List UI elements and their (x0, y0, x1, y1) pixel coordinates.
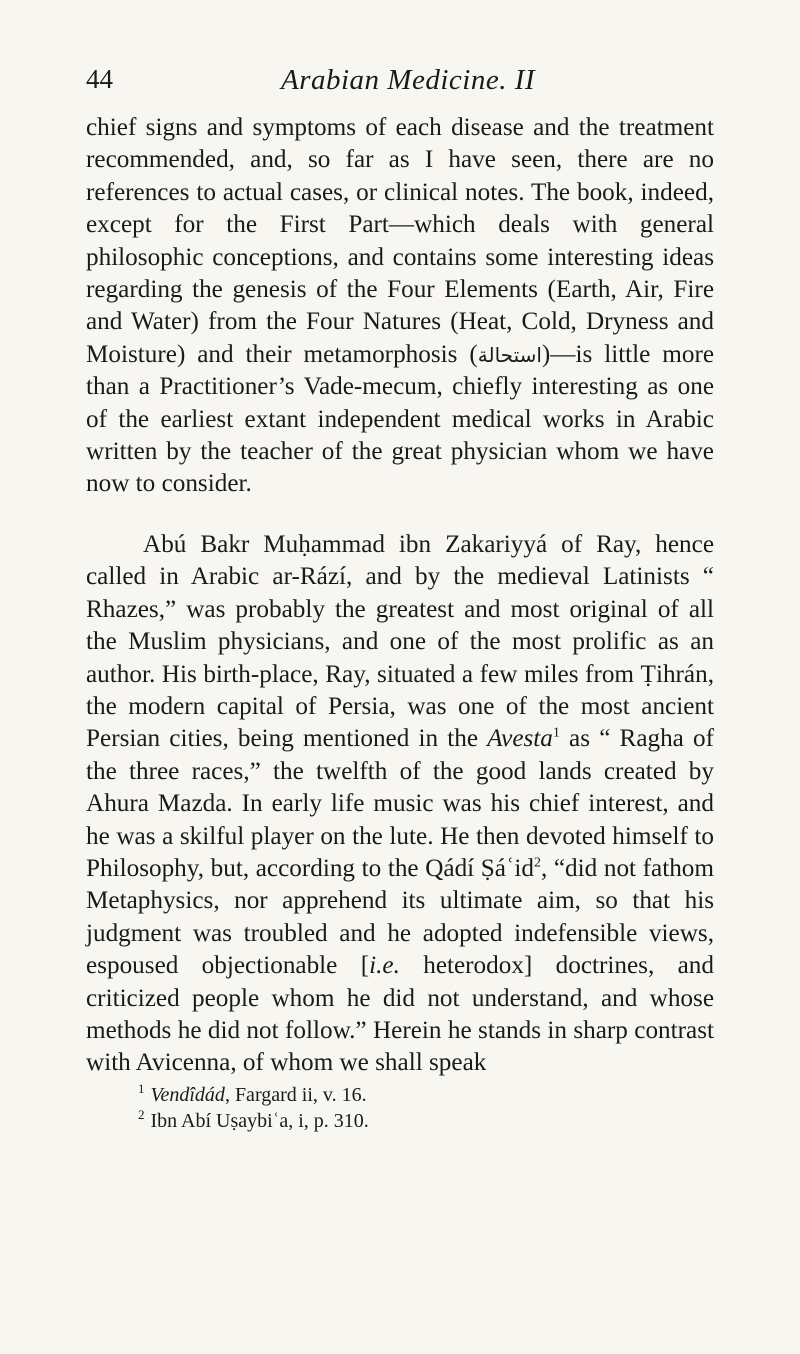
paragraph-2-text-c: , “did not fathom Metaphysics, nor apprehend its ultimate aim, so that his judgment was troubled and he adopted indefensible views, espoused objectionable [ (86, 854, 714, 980)
footnote-2-number: 2 (138, 1107, 145, 1123)
ie-abbrev: i.e. (369, 952, 400, 980)
footnote-2 (138, 1108, 698, 1134)
paragraph-1-text-b: )—is little more than a Practitioner’s Vade-mecum, chiefly interesting as one of the earliest extant independent medical works in Arabic written by the teacher of the great physician whom we have now to consider. (86, 340, 715, 498)
paragraph-2-text-b: as “ Ragha of the three races,” the twelfth of the good lands created by Ahura Mazda. In early life music was his chief interest, and he was a skilful player on the lute. He then devoted himself to Philosophy, but, according to the Qádí Ṣáʿid (86, 725, 714, 882)
arabic-word: استحالة (477, 342, 542, 367)
footnote-marker-2: 2 (533, 855, 541, 871)
paragraph-2 (86, 529, 714, 1080)
paragraph-1-text-a: chief signs and symptoms of each disease and the treatment recommended, and, so far as I have seen, there are no references to actual cases, or clinical notes. The book, indeed, except for the First Part—which deals with general philosophic conceptions, and contains some interesting ideas regarding the genesis of the Four Elements (Earth, Air, Fire and Water) from the Four Natures (Heat, Cold, Dryness and Moisture) and their metamorphosis ( (86, 114, 714, 368)
footnotes (138, 1082, 698, 1134)
footnote-2-text: Ibn Abí Uṣaybiʿa, i, p. 310. (150, 1110, 369, 1132)
page-number: 44 (86, 64, 113, 94)
paragraph-2-text-d: heterodox] doctrines, and criticized people whom he did not understand, and whose methods he did not follow.” Herein he stands in sharp contrast with Avicenna, of whom we shall speak (86, 952, 714, 1077)
body-text (86, 112, 714, 1080)
footnote-1-title: Vendîdád (150, 1084, 225, 1106)
footnote-1-number: 1 (138, 1081, 145, 1097)
paragraph-2-text-a: Abú Bakr Muḥammad ibn Zakariyyá of Ray, hence called in Arabic ar-Rází, and by the medieval Latinists “ Rhazes,” was probably the greatest and most original of all the Muslim physicians, and one of the most prolific as an author. His birth-place, Ray, situated a few miles from Ṭihrán, the modern capital of Persia, was one of the most ancient Persian cities, being mentioned in the (86, 530, 714, 753)
footnote-1-text: , Fargard ii, v. 16. (224, 1084, 367, 1106)
page-header (86, 64, 714, 104)
footnote-1 (138, 1082, 698, 1108)
avesta-title: Avesta (487, 725, 553, 753)
running-head: Arabian Medicine. II (281, 64, 536, 96)
footnote-marker-1: 1 (552, 725, 560, 741)
paragraph-1 (86, 112, 714, 501)
